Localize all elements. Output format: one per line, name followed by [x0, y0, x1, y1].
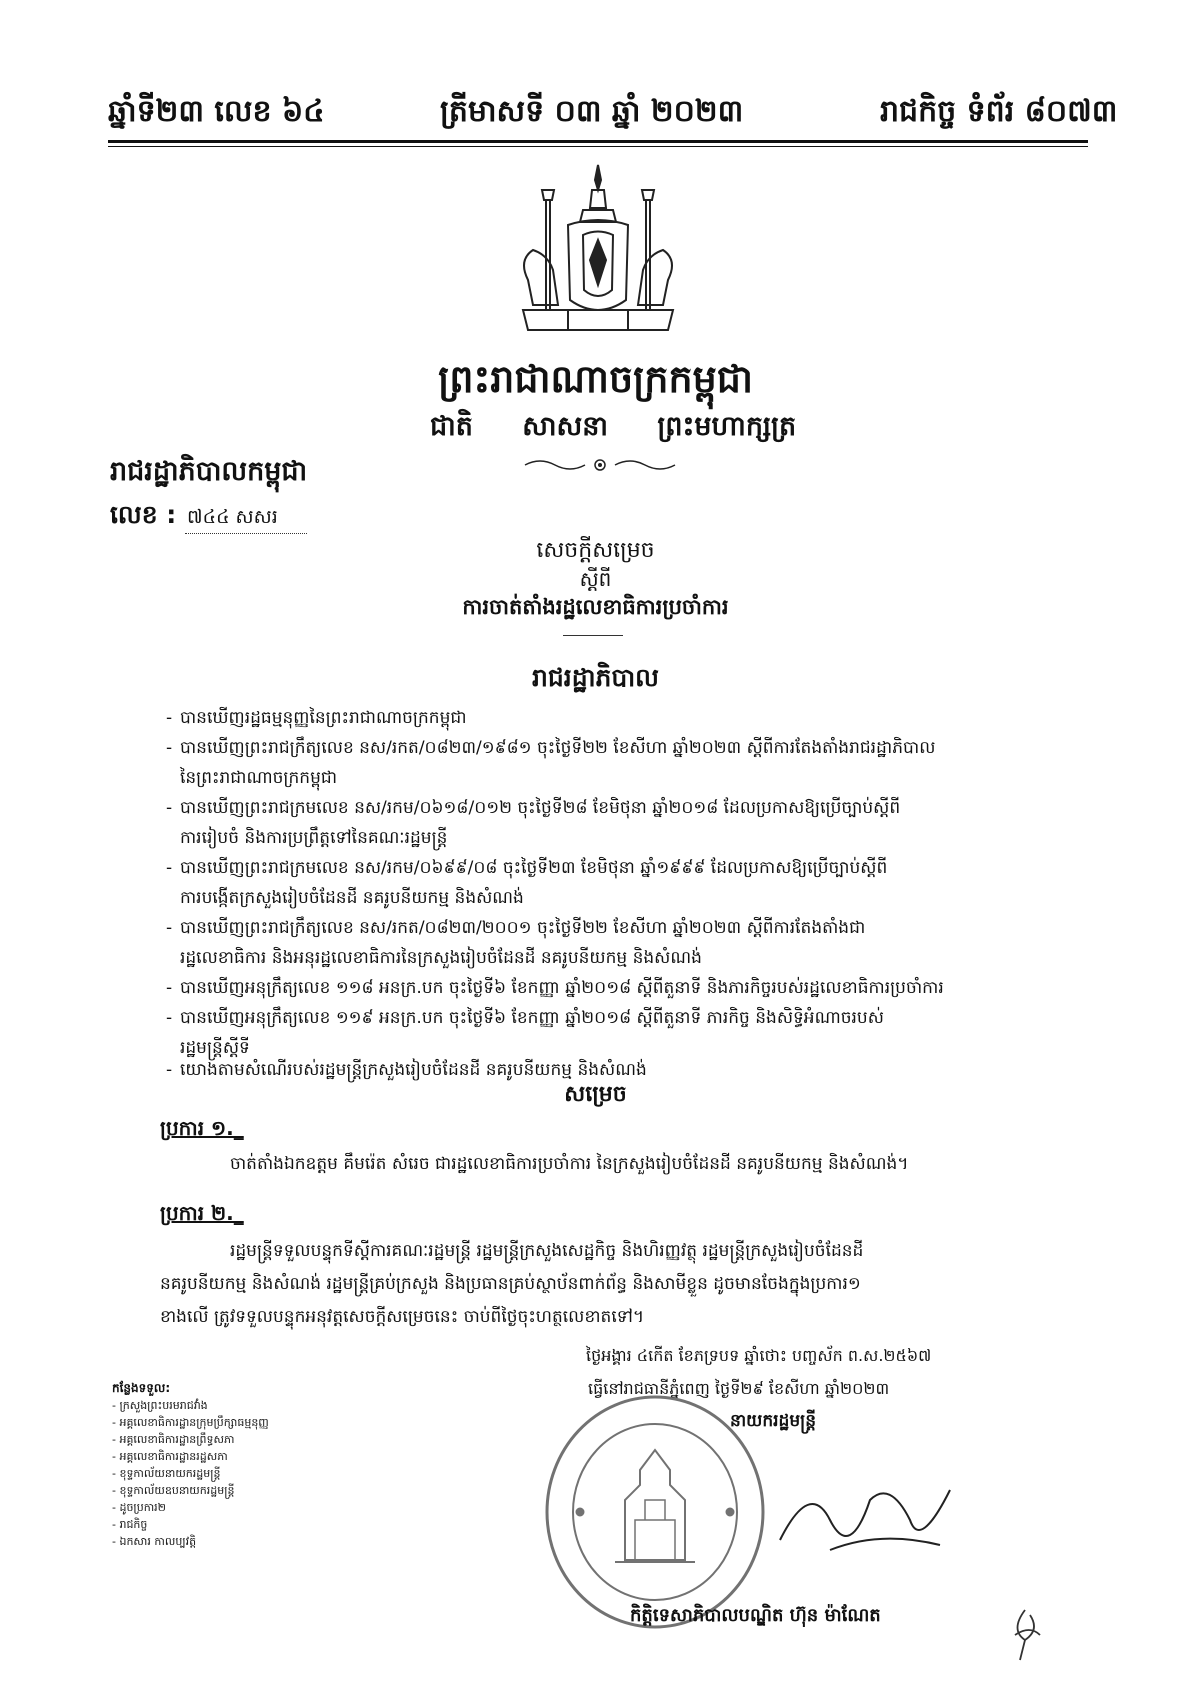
lunar-date: ថ្ងៃអង្គារ ៤កើត ខែភទ្របទ ឆ្នាំថោះ បញ្ចស័ក ព.ស.២៥៦៧: [586, 1346, 932, 1365]
decision-title: សេចក្តីសម្រេច: [536, 538, 655, 563]
article-2-line: ខាងលើ ត្រូវទទួលបន្ទុកអនុវត្តសេចក្តីសម្រេចនេះ ចាប់ពីថ្ងៃចុះហត្ថលេខាតទៅ។: [160, 1307, 645, 1327]
recipients-heading: កន្លែងទទួល:: [112, 1381, 171, 1395]
motto-king: ព្រះមហាក្សត្រ: [657, 411, 797, 442]
header-rule-thin: [108, 146, 1088, 147]
header-rule-thick: [108, 140, 1088, 143]
number-value: ៧៤៤ សសរ: [185, 505, 307, 534]
visa-item: - បានឃើញរដ្ឋធម្មនុញ្ញនៃព្រះរាជាណាចក្រកម្ពុជា: [166, 708, 467, 728]
recipient-item: - អគ្គលេខាធិការដ្ឋានរដ្ឋសភា: [112, 1450, 228, 1463]
gazette-quarter: ត្រីមាសទី ០៣ ឆ្នាំ ២០២៣: [440, 94, 744, 129]
kingdom-title: ព្រះរាជាណាចក្រកម្ពុជា: [438, 356, 753, 401]
recipients-list: [112, 1380, 269, 1550]
visa-continuation: រដ្ឋលេខាធិការ និងអនុរដ្ឋលេខាធិការនៃក្រសួងរៀបចំដែនដី នគរូបនីយកម្ម និងសំណង់: [180, 948, 702, 968]
recipient-item: - អគ្គលេខាធិការដ្ឋានក្រុមប្រឹក្សាធម្មនុញ្ញ: [112, 1416, 269, 1429]
visa-item: - បានឃើញព្រះរាជក្រមលេខ នស/រកម/០៦១៨/០១២ ចុះថ្ងៃទី២៨ ខែមិថុនា ឆ្នាំ២០១៨ ដែលប្រកាសឱ្យប្រើច្បាប់ស្តីពី: [166, 798, 901, 818]
ornament-divider-icon: [520, 455, 680, 475]
gazette-page: រាជកិច្ច ទំព័រ ៨០៧៣: [880, 94, 1118, 129]
visa-item: - បានឃើញព្រះរាជក្រឹត្យលេខ នស/រកត/០៨២៣/១៩៨១ ចុះថ្ងៃទី២២ ខែសីហា ឆ្នាំ២០២៣ ស្តីពីការតែងតាំងរាជរដ្ឋាភិបាល: [166, 738, 936, 758]
national-motto: [430, 410, 796, 449]
title-divider: [563, 635, 623, 636]
recipient-item: - ឯកសារ កាលប្បវត្តិ: [112, 1535, 197, 1548]
article-2-line: រដ្ឋមន្ត្រីទទួលបន្ទុកទីស្តីការគណៈរដ្ឋមន្ត្រី រដ្ឋមន្ត្រីក្រសួងសេដ្ឋកិច្ច និងហិរញ្ញវត្ថុ រដ្ឋមន្ត្រីក្រសួងរៀបចំដែនដី: [230, 1241, 864, 1261]
royal-coat-of-arms-icon: [508, 160, 688, 350]
decision-subject: ការចាត់តាំងរដ្ឋលេខាធិការប្រចាំការ: [462, 595, 729, 619]
visa-item: - បានឃើញព្រះរាជក្រឹត្យលេខ នស/រកត/០៨២៣/២០០១ ចុះថ្ងៃទី២២ ខែសីហា ឆ្នាំ២០២៣ ស្តីពីការតែងតាំងជា: [166, 918, 866, 938]
visa-continuation: ការបង្កើតក្រសួងរៀបចំដែនដី នគរូបនីយកម្ម និងសំណង់: [180, 888, 524, 908]
about-label: ស្តីពី: [579, 567, 612, 591]
recipient-item: - អគ្គលេខាធិការដ្ឋានព្រឹទ្ធសភា: [112, 1433, 235, 1446]
visa-item: - យោងតាមសំណើរបស់រដ្ឋមន្ត្រីក្រសួងរៀបចំដែនដី នគរូបនីយកម្ម និងសំណង់: [166, 1060, 647, 1080]
article-2-heading: ប្រការ ២._: [160, 1201, 244, 1225]
visa-continuation: រដ្ឋមន្ត្រីស្តីទី: [180, 1038, 250, 1058]
prime-minister-title: នាយករដ្ឋមន្ត្រី: [730, 1411, 816, 1431]
government-heading: រាជរដ្ឋាភិបាល: [532, 663, 659, 692]
visa-continuation: នៃព្រះរាជាណាចក្រកម្ពុជា: [180, 768, 338, 788]
article-1-heading: ប្រការ ១._: [160, 1116, 244, 1140]
number-label: លេខ :: [110, 500, 177, 529]
recipient-item: - ខុទ្ទកាល័យឧបនាយករដ្ឋមន្ត្រី: [112, 1484, 235, 1497]
handwritten-signature: [770, 1460, 970, 1570]
recipient-item: - ក្រសួងព្រះបរមរាជវាំង: [112, 1399, 208, 1412]
motto-religion: សាសនា: [522, 411, 608, 442]
visa-item: - បានឃើញអនុក្រឹត្យលេខ ១១៨ អនក្រ.បក ចុះថ្ងៃទី៦ ខែកញ្ញា ឆ្នាំ២០១៨ ស្តីពីតួនាទី និងភារកិច្ចរបស់រដ្ឋលេខាធិការប្រចាំការ: [166, 978, 944, 998]
article-2-line: នគរូបនីយកម្ម និងសំណង់ រដ្ឋមន្ត្រីគ្រប់ក្រសួង និងប្រធានគ្រប់ស្ថាប័នពាក់ព័ន្ធ និងសាមីខ្លួន ដូចមានចែងក្នុងប្រការ១: [160, 1274, 861, 1294]
recipient-item: - ខុទ្ទកាល័យនាយករដ្ឋមន្ត្រី: [112, 1467, 221, 1480]
decides-heading: សម្រេច: [564, 1082, 627, 1107]
signer-name: កិត្តិទេសាភិបាលបណ្ឌិត ហ៊ុន ម៉ាណែត: [630, 1605, 881, 1626]
recipient-item: - រាជកិច្ច: [112, 1518, 148, 1531]
visa-continuation: ការរៀបចំ និងការប្រព្រឹត្តទៅនៃគណៈរដ្ឋមន្ត្រី: [180, 828, 448, 848]
issuer-name: រាជរដ្ឋាភិបាលកម្ពុជា: [110, 456, 308, 487]
visa-item: - បានឃើញអនុក្រឹត្យលេខ ១១៩ អនក្រ.បក ចុះថ្ងៃទី៦ ខែកញ្ញា ឆ្នាំ២០១៨ ស្តីពីតួនាទី ភារកិច្ច និងសិទ្ធិអំណាចរបស់: [166, 1008, 884, 1028]
place-date: ធ្វើនៅរាជធានីភ្នំពេញ ថ្ងៃទី២៩ ខែសីហា ឆ្នាំ២០២៣: [588, 1379, 890, 1398]
gazette-year-issue: ឆ្នាំទី២៣ លេខ ៦៤: [108, 94, 325, 129]
official-seal-icon: [540, 1390, 770, 1635]
visa-item: - បានឃើញព្រះរាជក្រមលេខ នស/រកម/០៦៩៩/០៨ ចុះថ្ងៃទី២៣ ខែមិថុនា ឆ្នាំ១៩៩៩ ដែលប្រកាសឱ្យប្រើច្បាប់ស្តីពី: [166, 858, 888, 878]
recipient-item: - ដូចប្រការ២: [112, 1501, 166, 1514]
article-1-body: ចាត់តាំងឯកឧត្តម គឹមរ៉េត សំរេច ជារដ្ឋលេខាធិការប្រចាំការ នៃក្រសួងរៀបចំដែនដី នគរូបនីយកម្ម និងសំណង់។: [230, 1154, 909, 1174]
document-number: [110, 500, 307, 536]
handwritten-initials: [1000, 1605, 1050, 1665]
motto-nation: ជាតិ: [430, 411, 473, 442]
